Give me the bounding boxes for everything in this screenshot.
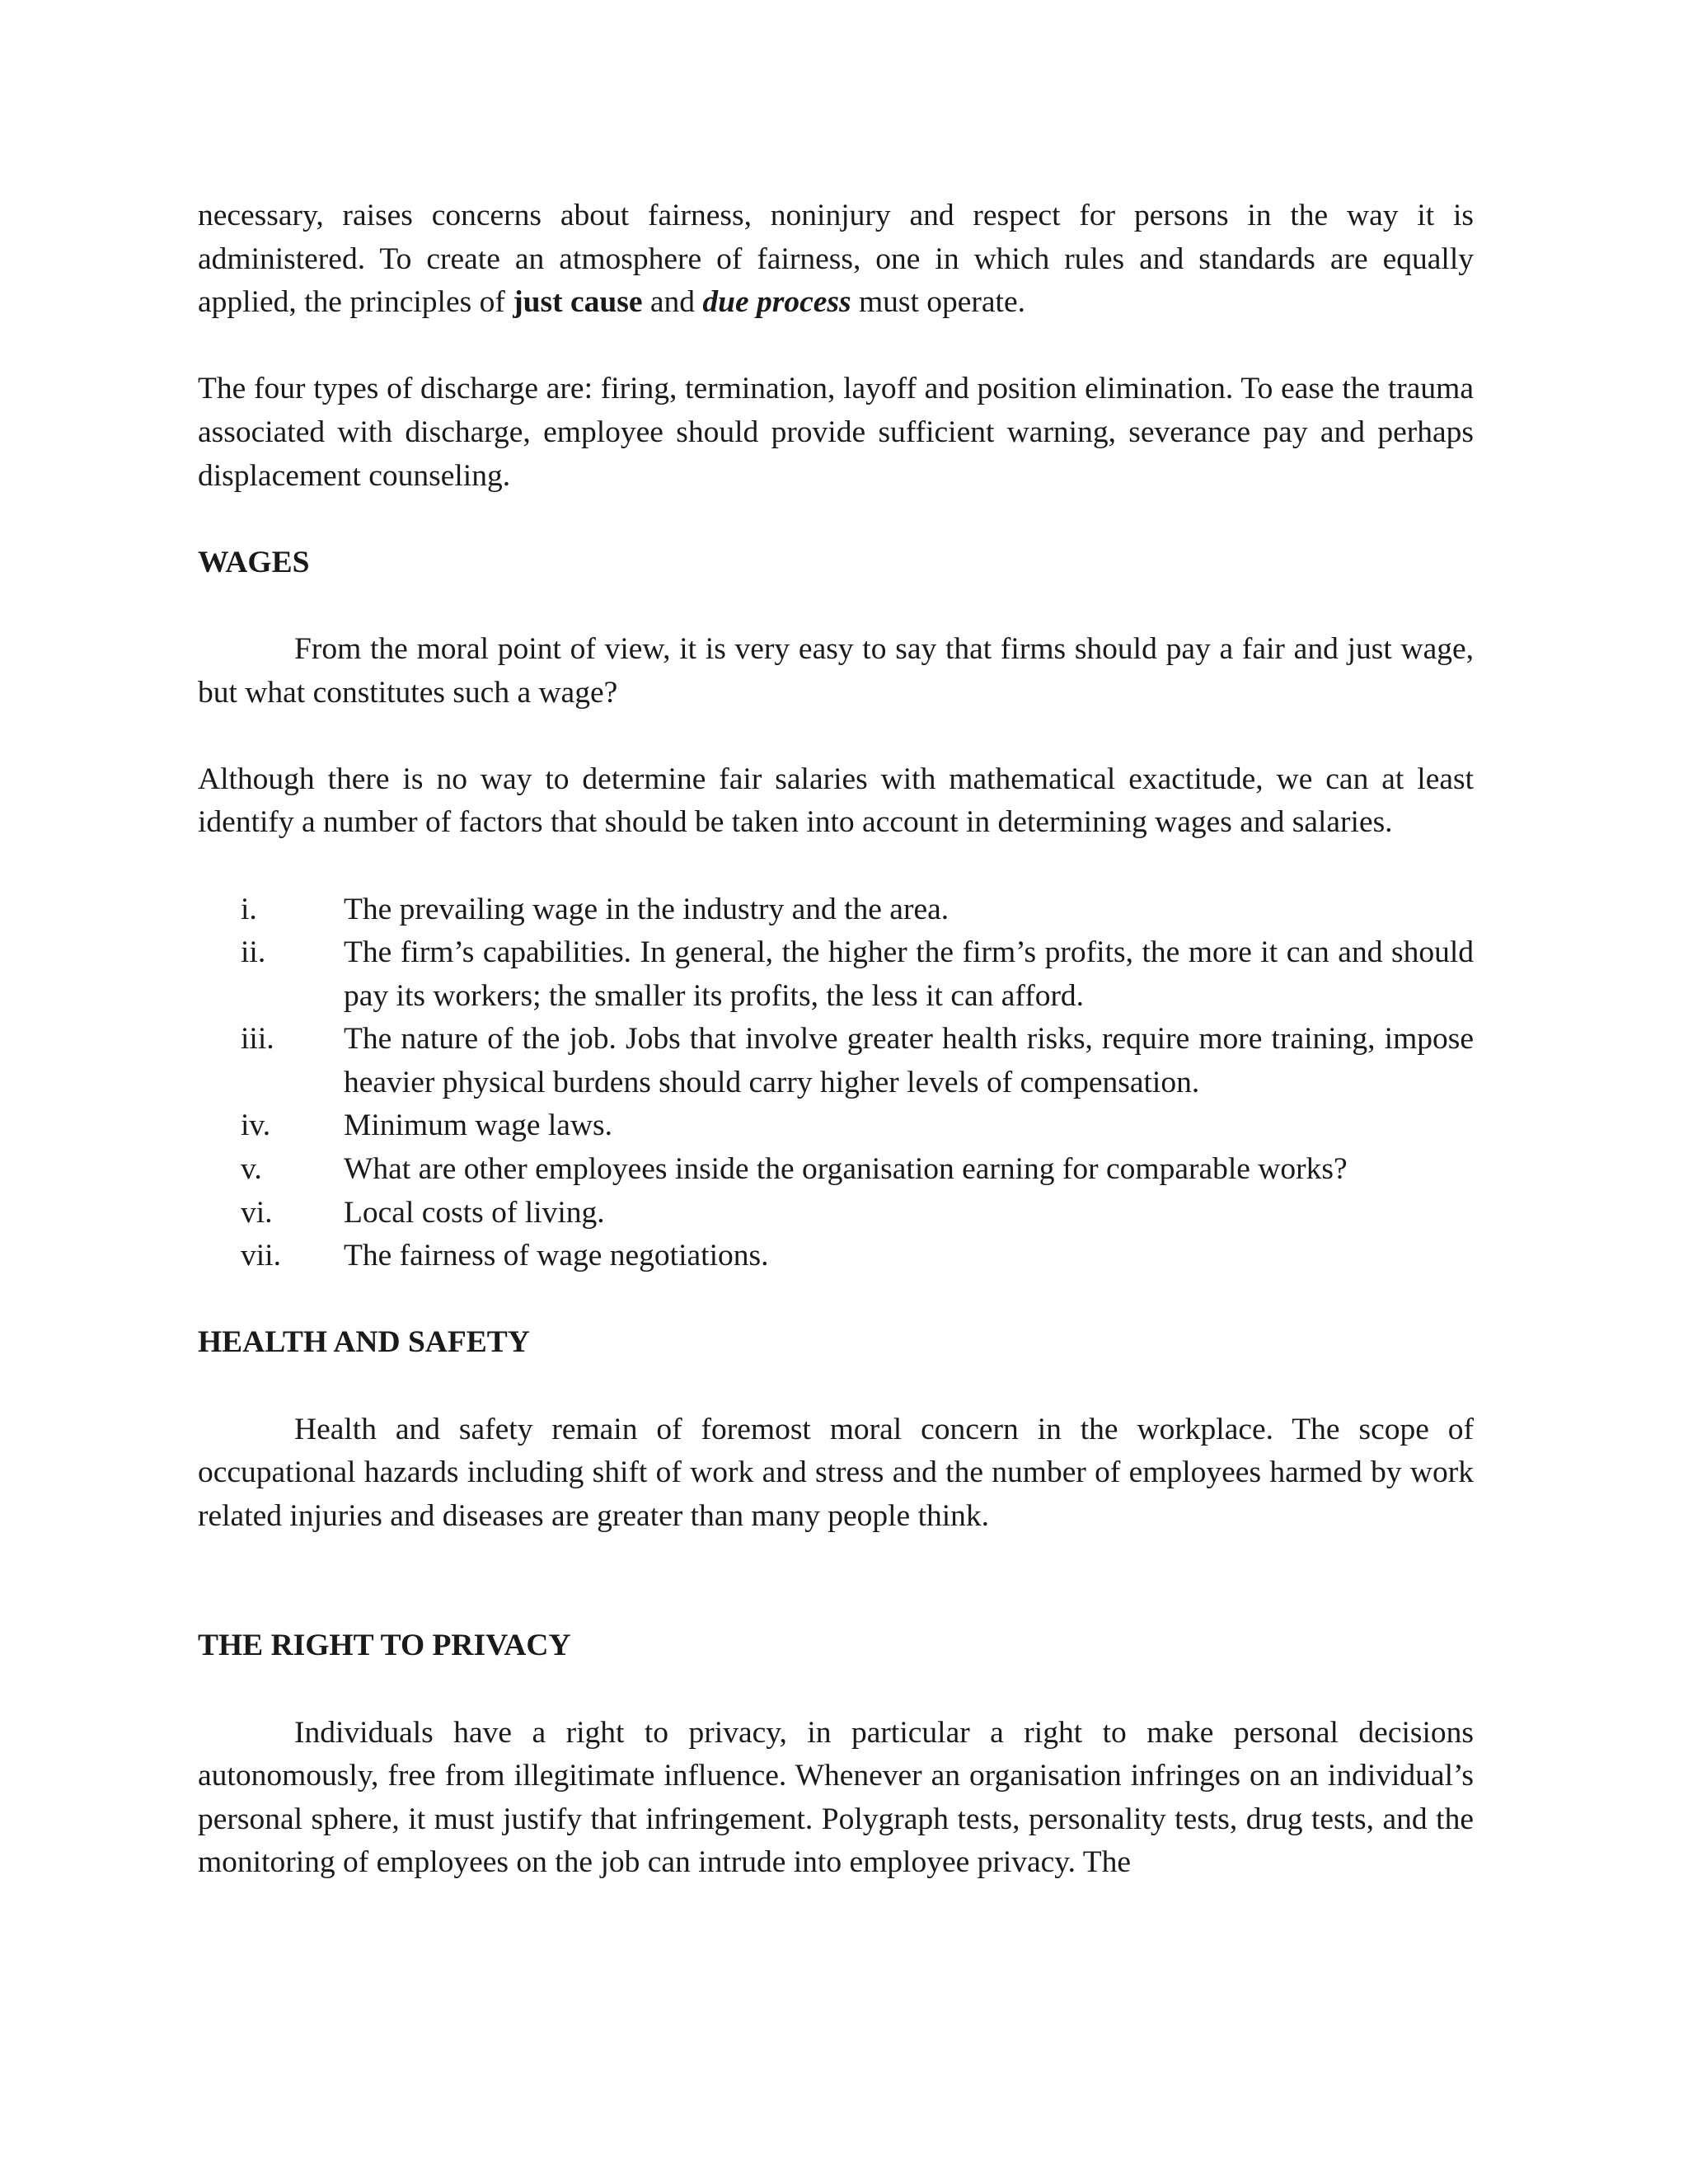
list-item-text: The firm’s capabilities. In general, the higher the firm’s profits, the more it can and should pay its workers; the smaller its profits, the less it can afford.	[344, 935, 1474, 1013]
list-item-text: The nature of the job. Jobs that involve greater health risks, require more training, impose heavier physical burdens should carry higher levels of compensation.	[344, 1022, 1474, 1099]
list-item-text: Local costs of living.	[344, 1195, 605, 1230]
list-item-number: iv.	[241, 1108, 271, 1143]
heading-wages: WAGES	[198, 545, 310, 579]
list-item	[198, 1235, 1474, 1278]
list-item	[198, 931, 1474, 1018]
paragraph-fairness-conjunction: and	[642, 285, 703, 320]
list-item-number: iii.	[241, 1022, 274, 1057]
paragraph-wages-body: Although there is no way to determine fair salaries with mathematical exactitude, we can at least identify a number of factors that should be taken into account in determining wages and salaries.	[198, 762, 1474, 840]
wage-factors-list	[198, 888, 1474, 1278]
paragraph-fairness	[198, 194, 1474, 325]
paragraph-right-to-privacy: Individuals have a right to privacy, in particular a right to make personal decisions autonomously, free from illegitimate influence. Whenever an organisation infringes on an individual’s personal sphere, it must justify that infringement. Polygraph tests, personality tests, drug tests, and the monitoring of employees on the job can intrude into employee privacy. The	[198, 1715, 1474, 1880]
list-item-number: ii.	[241, 935, 266, 970]
heading-right-to-privacy: THE RIGHT TO PRIVACY	[198, 1629, 571, 1663]
paragraph-fairness-end: must operate.	[851, 285, 1025, 320]
list-item	[198, 1192, 1474, 1235]
list-item-number: vi.	[241, 1195, 273, 1230]
list-item-text: The fairness of wage negotiations.	[344, 1239, 769, 1273]
list-item-number: i.	[241, 892, 257, 926]
list-item-text: The prevailing wage in the industry and the area.	[344, 892, 950, 926]
heading-health-and-safety: HEALTH AND SAFETY	[198, 1325, 530, 1360]
list-item-number: v.	[241, 1152, 262, 1187]
list-item	[198, 1104, 1474, 1148]
paragraph-fairness-text: necessary, raises concerns about fairness, noninjury and respect for persons in the way it is administered. To create an atmosphere of fairness, one in which rules and standards are equally applied, the principles of	[198, 199, 1474, 320]
paragraph-health-and-safety: Health and safety remain of foremost moral concern in the workplace. The scope of occupational hazards including shift of work and stress and the number of employees harmed by work related injuries and diseases are greater than many people think.	[198, 1412, 1474, 1533]
term-due-process: due process	[702, 285, 851, 320]
list-item-text: What are other employees inside the organisation earning for comparable works?	[344, 1152, 1348, 1187]
list-item	[198, 888, 1474, 932]
list-item-text: Minimum wage laws.	[344, 1108, 613, 1143]
paragraph-wages-intro: From the moral point of view, it is very easy to say that firms should pay a fair and just wage, but what constitutes such a wage?	[198, 631, 1474, 710]
list-item	[198, 1018, 1474, 1104]
term-just-cause: just cause	[513, 285, 643, 320]
list-item	[198, 1148, 1474, 1192]
paragraph-discharge: The four types of discharge are: firing, termination, layoff and position elimination. To ease the trauma associated with discharge, employee should provide sufficient warning, severance pay and perhaps displacement counseling.	[198, 372, 1474, 493]
document-page	[198, 194, 1474, 1929]
list-item-number: vii.	[241, 1239, 281, 1273]
